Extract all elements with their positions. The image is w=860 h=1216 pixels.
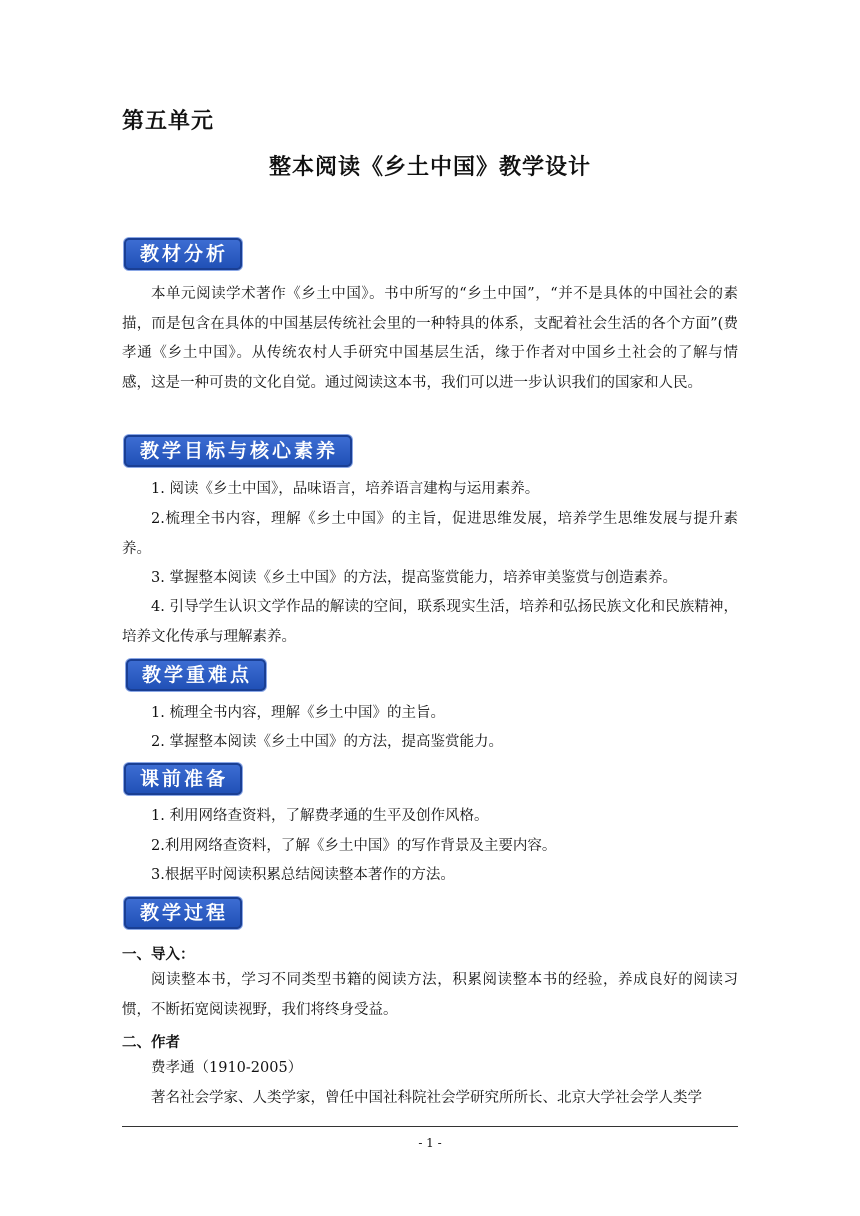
goal-item: 1. 阅读《乡土中国》，品味语言，培养语言建构与运用素养。 — [151, 481, 540, 497]
section-badge-analysis: 教材分析 — [124, 238, 242, 270]
section-badge-preparation: 课前准备 — [124, 763, 242, 795]
analysis-paragraph: 本单元阅读学术著作《乡土中国》。书中所写的“乡土中国”，“并不是具体的中国社会的素描，而是包含在具体的中国基层传统社会里的一种特具的体系，支配着社会生活的各个方面”(费孝通《乡土中国》。从传统农村人手研究中国基层生活，缘于作者对中国乡土社会的了解与情感，这是一种可贵的文化自觉。通过阅读这本书，我们可以进一步认识我们的国家和人民。 — [122, 286, 738, 391]
author-paragraph: 著名社会学家、人类学家，曾任中国社科院社会学研究所所长、北京大学社会学人类学 — [151, 1090, 702, 1106]
section-badge-process: 教学过程 — [124, 897, 242, 929]
intro-heading: 一、导入： — [122, 947, 195, 963]
goal-item: 2.梳理全书内容，理解《乡土中国》的主旨，促进思维发展，培养学生思维发展与提升素养。 — [122, 511, 738, 557]
page-number: - 1 - — [418, 1136, 442, 1150]
footer-divider — [122, 1126, 738, 1127]
key-point-item: 2. 掌握整本阅读《乡土中国》的方法，提高鉴赏能力。 — [151, 734, 503, 750]
author-heading: 二、作者 — [122, 1035, 180, 1051]
preparation-item: 2.利用网络查资料，了解《乡土中国》的写作背景及主要内容。 — [151, 838, 557, 854]
key-point-item: 1. 梳理全书内容，理解《乡土中国》的主旨。 — [151, 705, 445, 721]
goal-item: 4. 引导学生认识文学作品的解读的空间，联系现实生活，培养和弘扬民族文化和民族精神，培养文化传承与理解素养。 — [122, 599, 738, 645]
intro-paragraph: 阅读整本书，学习不同类型书籍的阅读方法，积累阅读整本书的经验，养成良好的阅读习惯，不断拓宽阅读视野，我们将终身受益。 — [122, 972, 738, 1018]
section-badge-goals: 教学目标与核心素养 — [124, 435, 352, 467]
goal-item: 3. 掌握整本阅读《乡土中国》的方法，提高鉴赏能力，培养审美鉴赏与创造素养。 — [151, 570, 677, 586]
preparation-item: 1. 利用网络查资料，了解费孝通的生平及创作风格。 — [151, 808, 489, 824]
author-name: 费孝通（1910-2005） — [151, 1060, 303, 1076]
preparation-item: 3.根据平时阅读积累总结阅读整本著作的方法。 — [151, 867, 455, 883]
document-title: 整本阅读《乡土中国》教学设计 — [268, 155, 591, 180]
section-badge-key-points: 教学重难点 — [126, 659, 266, 691]
unit-title: 第五单元 — [122, 109, 215, 134]
